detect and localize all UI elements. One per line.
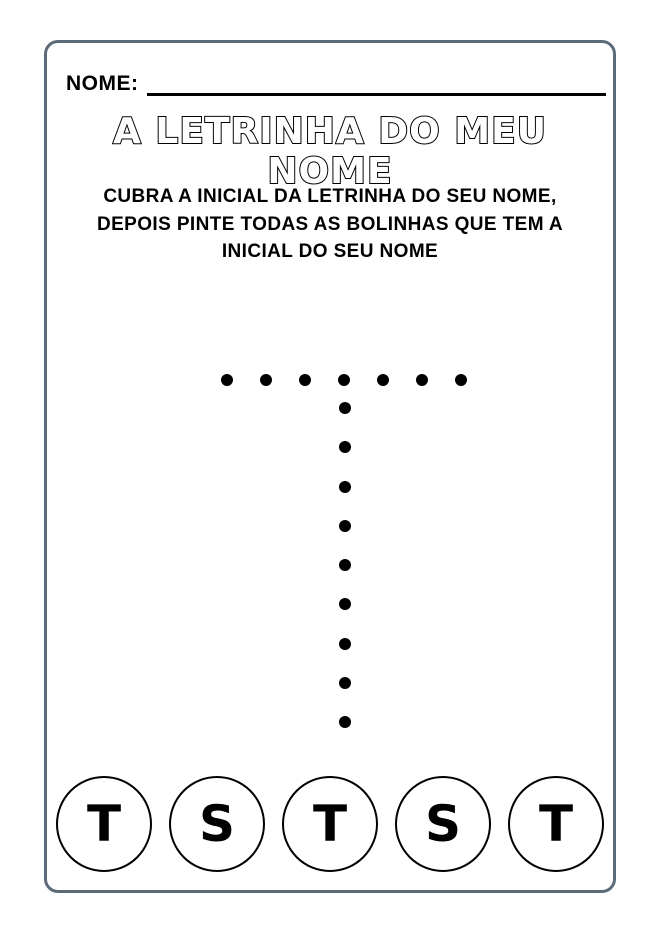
name-label: NOME: — [66, 72, 139, 95]
list-item[interactable] — [508, 776, 604, 872]
trace-dot — [338, 374, 350, 386]
list-item[interactable] — [282, 776, 378, 872]
trace-dot — [455, 374, 467, 386]
trace-dot — [339, 520, 351, 532]
trace-dot — [377, 374, 389, 386]
letter-circle-row — [56, 772, 604, 876]
list-item[interactable] — [395, 776, 491, 872]
circle-letter: T — [312, 795, 348, 853]
instructions-text: CUBRA A INICIAL DA LETRINHA DO SEU NOME, DEPOIS PINTE TODAS AS BOLINHAS QUE TEM A INICIAL DO SEU NOME — [96, 186, 564, 263]
trace-dot — [260, 374, 272, 386]
page-title: A LETRINHA DO MEU NOME — [113, 111, 547, 192]
list-item[interactable] — [169, 776, 265, 872]
trace-dot — [221, 374, 233, 386]
trace-dot — [339, 638, 351, 650]
trace-dot — [339, 402, 351, 414]
list-item[interactable] — [56, 776, 152, 872]
trace-dot — [339, 441, 351, 453]
trace-dot — [339, 559, 351, 571]
circle-letter: T — [538, 795, 574, 853]
trace-dot — [416, 374, 428, 386]
circle-letter: S — [198, 795, 235, 853]
trace-dot — [339, 716, 351, 728]
circle-letter: T — [86, 795, 122, 853]
name-input-line[interactable] — [147, 92, 607, 96]
trace-dot — [299, 374, 311, 386]
trace-dot — [339, 677, 351, 689]
circle-letter: S — [424, 795, 461, 853]
trace-dot — [339, 481, 351, 493]
trace-letter-area[interactable] — [44, 330, 616, 750]
trace-dot — [339, 598, 351, 610]
name-row — [66, 62, 606, 96]
